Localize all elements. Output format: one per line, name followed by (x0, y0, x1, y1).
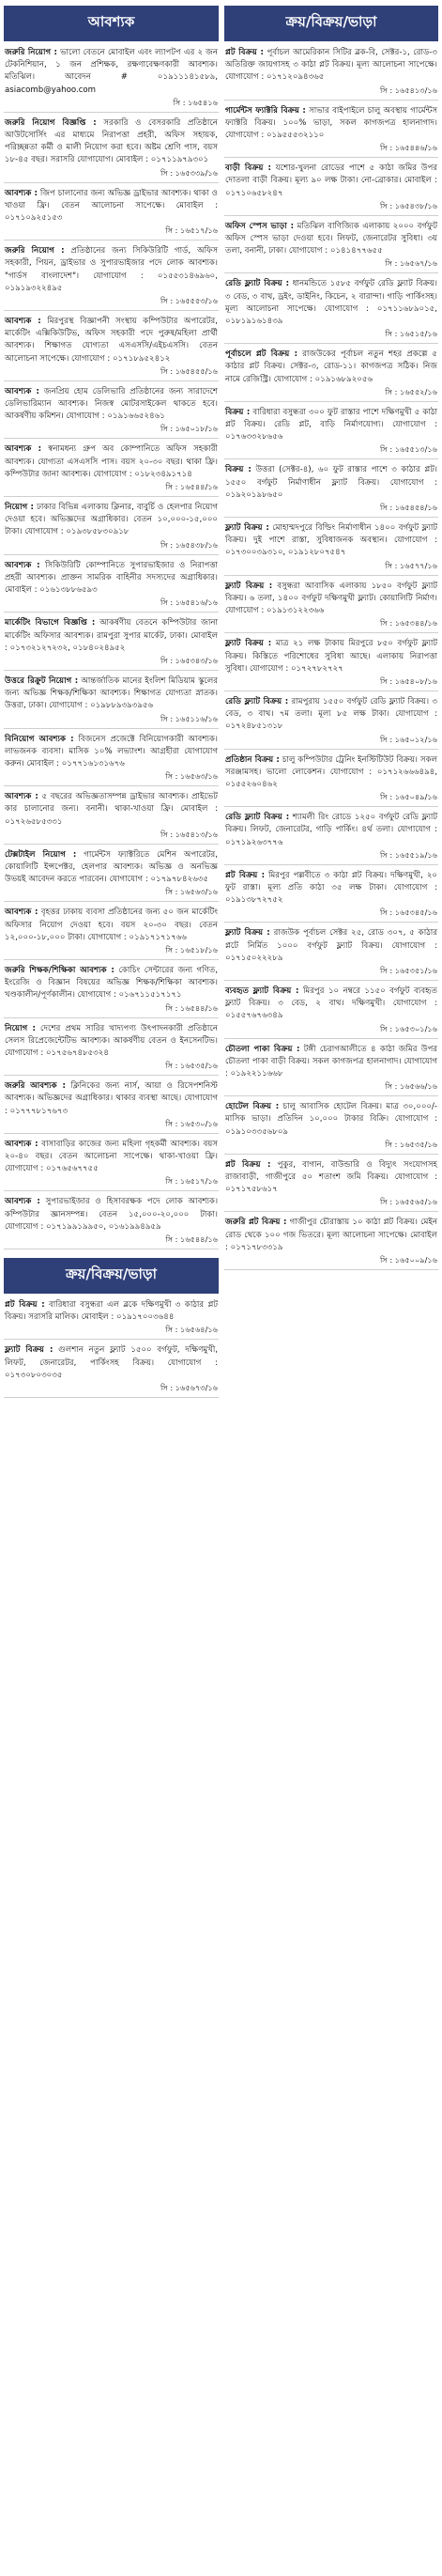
ad-title: টেক্সটাইল নিয়োগ : (5, 849, 77, 860)
ad-title: আবশ্যক : (5, 792, 38, 802)
classified-ad (224, 810, 438, 862)
ad-divider (224, 1154, 438, 1155)
ad-title: জরুরি নিয়োগ বিজ্ঞপ্তি : (5, 117, 97, 128)
classified-ad (4, 674, 219, 726)
ad-divider (4, 959, 219, 960)
ad-reference: সি : ১৬৫৪৪৬/১৬ (379, 143, 437, 153)
classified-ad (4, 558, 219, 611)
ad-title: রেডি ফ্ল্যাট বিক্রয় : (225, 696, 289, 706)
classified-ad (224, 520, 438, 573)
classified-ad (4, 789, 219, 842)
classified-ad (4, 732, 219, 784)
ad-divider (4, 670, 219, 671)
ad-title: হোটেল বিক্রয় : (225, 1102, 280, 1112)
ad-title: আবশ্যক : (5, 1139, 38, 1149)
ad-title: বিনিয়োগ আবশ্যক : (5, 734, 74, 744)
ad-title: প্লট বিক্রয় : (5, 1300, 45, 1310)
ad-body: পুকুর, বাগান, বাউন্ডারি ও বিদ্যুৎ সংযোগসহ রাজাবাড়ী, গাজীপুরে ৫০ শতাংশ জমি বিক্রয়। যোগাযোগ : ০১৭১৭৫৮৬১৭ (225, 1159, 438, 1195)
ad-body: রাজউকের পূর্বাচল নতুন শহর প্রকল্পে ৫ কাঠার প্লট বিক্রয়। সেক্টর-৩, রোড-১১। কাগজপত্র সঠিক। নিজ নামে রেজিস্ট্রি। যোগাযোগ : ০১৯১৬৮৯২০৫৬ (225, 349, 437, 384)
ad-title: আবশ্যক : (5, 386, 39, 396)
classified-ad (4, 442, 219, 494)
ad-body: জিপ চালানোর জন্য অভিজ্ঞ ড্রাইভার আবশ্যক। থাকা ও খাওয়া ফ্রি। বেতন আলোচনা সাপেক্ষে। মোবাইল : ০১৭১০৯২৫১৫৩ (5, 188, 218, 224)
ad-divider (224, 1095, 438, 1096)
ad-body: রামপুরায় ১৫৫০ বর্গফুট রেডি ফ্ল্যাট বিক্রয়। ৩ বেড, ৩ বাথ। ৭ম তলা। মূল্য ৮৫ লক্ষ টাকা। যোগাযোগ : ০১৭২৪৮৫১৩১৮ (225, 696, 438, 732)
ad-title: ফ্ল্যাট বিক্রয় : (225, 581, 273, 591)
ad-reference: সি : ১৬৫৬৪/১৬ (165, 1325, 218, 1335)
ad-body: ক্লিনিকের জন্য নার্স, আয়া ও রিসেপশনিস্ট আবশ্যক। অভিজ্ঞদের অগ্রাধিকার। থাকার ব্যবস্থা আছে। যোগাযোগ : ০১৭৭৭৮১৭৬৭৩ (5, 1081, 218, 1116)
ad-title: চৌতলা পাকা বিক্রয় : (225, 1044, 300, 1054)
ad-reference: সি : ১৬৫৪৪/১৬ (165, 1002, 218, 1013)
ad-body: চালু আবাসিক হোটেল বিক্রয়। মাত্র ৩০,০০০/- মাসিক ভাড়া। প্রতিদিন ১০,০০০ টাকার বিক্রি। যোগাযোগ : ০১৯১০৩৩৫৬৮০৯ (225, 1102, 437, 1137)
ad-body: ভালো বেতনে মোবাইল এবং ল্যাপটপ এর ২ জন টেকনিশিয়ান, ১ জন প্রশিক্ষক, রক্ষণাবেক্ষণকারী আবশ্যক। মতিঝিল। আবেদন # ০১৯১১১৪১৫৮৯, asiacomb@yahoo.com (5, 48, 218, 95)
ad-title: রেডি ফ্ল্যাট বিক্রয় : (225, 813, 290, 823)
ad-body: ৫ বছরের অভিজ্ঞতাসম্পন্ন ড্রাইভার আবশ্যক। প্রাইভেট কার চালানোর জন্য। বনানী। থাকা-খাওয়া ফ্রি। মোবাইল : ০১৭২৬৫৮৫৩৩১ (5, 792, 218, 827)
ad-reference: সি : ১৬৫৩৩৯/১৬ (160, 167, 218, 178)
classified-ad (224, 753, 438, 805)
classified-ad (4, 500, 219, 552)
ad-reference: সি : ১৬৫৬৬/১৬ (385, 1081, 437, 1092)
ad-body: বারিধারা বসুন্ধরা এল ব্লকে দক্ষিণমুখী ৩ কাঠার প্লট বিক্রয়। সরাসরি মালিক। মোবাইল : ০১৯১৭০০৩৬৪৪ (5, 1300, 218, 1323)
ad-body: মিরপুরস্থ বিজ্ঞাপনী সংস্থায় কম্পিউটার অপারেটর, মার্কেটিং এক্সিকিউটিভ, অফিস সহকারী পদে পুরুষ/মহিলা প্রার্থী আবশ্যক। শিক্ষাগত যোগ্যতা এসএসসি/এইচএসসি। বেতন আলোচনা সাপেক্ষে। যোগাযোগ : ০১৭১৮৯৫২৪১২ (5, 317, 219, 364)
classified-ad (224, 161, 438, 213)
ad-reference: সি : ১৬৫৪৪/১৬ (165, 482, 218, 492)
ad-title: গার্মেন্টস ফ্যাক্টরি বিক্রয় : (225, 105, 306, 116)
ad-reference: সি : ১৬৫৪৫৫/১৬ (160, 365, 218, 376)
classified-ad (4, 905, 219, 957)
classified-ad (4, 1137, 219, 1189)
ad-reference: সি : ১৬৫৫৫৩/১৬ (160, 296, 218, 306)
classified-ad (224, 1157, 438, 1210)
ad-body: জনপ্রিয় হোম ডেলিভারি প্রতিষ্ঠানের জন্য সারাদেশে ডেলিভারিম্যান আবশ্যক। নিজস্ব মোটরসাইকেল থাকতে হবে। আকর্ষণীয় কমিশন। যোগাযোগ : ০১৯১৬৬৫২৪৬১ (5, 386, 219, 422)
ad-divider (4, 1397, 219, 1398)
column-jobs (4, 6, 219, 2572)
ad-body: মোহাম্মদপুরে বিল্ডিং নির্মাণাধীন ১৪০০ বর্গফুট ফ্ল্যাট বিক্রয়। দুই পাশে রাস্তা, সুবিধাজনক অবস্থান। যোগাযোগ : ০১৭৩০০৩৯৩১০, ০১৯১২৮০৭৫৪৭ (225, 523, 437, 558)
ad-title: অফিস স্পেস ভাড়া : (225, 221, 295, 231)
ad-title: প্রতিষ্ঠান বিক্রয় : (225, 754, 280, 765)
classified-ad (224, 579, 438, 631)
ad-title: আবশ্যক : (5, 908, 38, 918)
ad-reference: সি : ১৬৫৩৪৪/১৬ (379, 618, 437, 628)
ad-divider (224, 575, 438, 576)
classified-ad (224, 276, 438, 341)
ad-body: গার্মেন্টস ফ্যাক্টরিতে মেশিন অপারেটর, কোয়ালিটি ইন্সপেক্টর, হেলপার আবশ্যক। অভিজ্ঞ ও অনভিজ্ঞ উভয়ই আবেদন করতে পারবেন। যোগাযোগ : ০১৭৯৭৮৪২৬৩৫ (5, 849, 218, 885)
ad-divider (4, 240, 219, 241)
ad-body: সাভার বাইপাইলে চালু অবস্থায় গার্মেন্টস ফ্যাক্টরি বিক্রয়। ১০০% ভাড়া, সকল কাগজপত্র হালনাগাদ। যোগাযোগ : ০১৯৫৫৫৩২১১০ (225, 105, 438, 141)
ad-title: বিক্রয় : (225, 407, 251, 417)
property-ads-list (224, 45, 438, 1273)
ad-divider (4, 112, 219, 113)
ad-reference: সি : ১৬৫৩০১/১৬ (379, 1023, 437, 1033)
ad-body: উত্তরা (সেক্টর-৪), ৬০ ফুট রাস্তার পাশে ৩ কাঠার প্লট। ১৫৫০ বর্গফুট নির্মাণাধীন ফ্ল্যাট বিক্রয়। যোগাযোগ : ০১৯২০১৯৮৬৫০ (225, 465, 438, 500)
ad-body: মিরপুর ১০ নম্বরে ১১৫০ বর্গফুট ব্যবহৃত ফ্ল্যাট বিক্রয়। ৩ বেড, ২ বাথ। দক্ষিণমুখী। যোগাযোগ : ০১৫৫৭৬৭৬৩৪৯ (225, 985, 438, 1021)
ad-title: প্লট বিক্রয় : (225, 48, 264, 57)
ad-body: বাসাবাড়ির কাজের জন্য মহিলা গৃহকর্মী আবশ্যক। বয়স ২০-৪০ বছর। বেতন আলোচনা সাপেক্ষে। থাকা-খাওয়া ফ্রি। যোগাযোগ : ০১৭৬৫৬৭৭৫৫ (5, 1139, 219, 1174)
ad-title: পূর্বাচলে প্লট বিক্রয় : (225, 349, 298, 360)
ad-divider (224, 922, 438, 923)
ad-reference: সি : ১৬৫০১২/১৬ (379, 734, 437, 744)
ad-body: রাজউক পূর্বাচল সেক্টর ২৫, রোড ৩০৭, ৫ কাঠার প্লটে নির্মিত ১০০০ বর্গফুট ফ্ল্যাট বিক্রয়। যোগাযোগ : ০১৭১৫০২২২৮৯ (225, 928, 438, 963)
ad-title: ফ্ল্যাট বিক্রয় : (5, 1345, 53, 1356)
ad-reference: সি : ১৬৫১৫/১৬ (385, 329, 437, 339)
ad-title: নিয়োগ : (5, 503, 34, 513)
column-buy-sell-rent (224, 6, 438, 2572)
ad-reference: সি : ১৬৫৪১৩/১৬ (160, 829, 218, 839)
ad-divider (224, 1038, 438, 1039)
ad-body: মিরপুর পল্লবীতে ৩ কাঠা প্লট বিক্রয়। দক্ষিণমুখী, ২০ ফুট রাস্তা। মূল্য প্রতি কাঠা ৩৫ লক্ষ টাকা। যোগাযোগ : ০১৯১৩৮৭২৭৫২ (225, 870, 437, 906)
ad-reference: সি : ১৬৫৪৩৮/১৬ (160, 539, 218, 550)
classified-ad (4, 314, 219, 379)
classified-ad (224, 984, 438, 1036)
ad-body: দেশের প্রথম সারির খাদ্যপণ্য উৎপাদনকারী প্রতিষ্ঠানে সেলস রিপ্রেজেন্টেটিভ আবশ্যক। আকর্ষণীয় বেতন ও ইনসেনটিভ। যোগাযোগ : ০১৭৫৬৭৪৮৫৩২৪ (5, 1023, 218, 1058)
section-header-jobs: আবশ্যক (4, 6, 219, 41)
classified-ad (224, 925, 438, 978)
ad-title: মার্কেটিং বিভাগে বিজ্ঞপ্তি : (5, 618, 96, 628)
ad-title: আবশ্যক : (5, 317, 41, 327)
ad-reference: সি : ১৬৫৫১৩/১৬ (379, 444, 437, 455)
job-ads-list (4, 45, 219, 1252)
ad-divider (224, 517, 438, 518)
ad-body: সরকারি ও বেসরকারি প্রতিষ্ঠানে আউটসোর্সিং এর মাধ্যমে নিরাপত্তা প্রহরী, অফিস সহায়ক, পরিচ্ছন্নতা কর্মী ও মালী নিয়োগ করা হবে। অষ্টম শ্রেণি পাস, বয়স ১৮-৪৫ বছর। সরাসরি যোগাযোগ। মোবাইল : ০১৭১১৯৭৯৩০১ (5, 117, 218, 165)
ad-divider (224, 157, 438, 158)
ad-body: গাজীপুর চৌরাস্তায় ১০ কাঠা প্লট বিক্রয়। মেইন রোড থেকে ১০০ গজ ভিতরে। মূল্য আলোচনা সাপেক্ষে। মোবাইল : ০১৭১৭৮৩৩১৯ (225, 1218, 438, 1252)
ad-divider (4, 438, 219, 439)
ad-reference: সি : ১৬৫৩৫/১৬ (385, 1139, 437, 1149)
ad-divider (4, 496, 219, 497)
ad-divider (224, 1211, 438, 1212)
ad-reference: সি : ১৬৫৪১৬/১৬ (160, 597, 218, 608)
ad-title: প্লট বিক্রয় : (225, 870, 266, 880)
classified-ad (224, 1099, 438, 1152)
classified-ad (224, 1042, 438, 1094)
ad-body: মাত্র ২১ লক্ষ টাকায় মিরপুরে ৮৫০ বর্গফুট ফ্ল্যাট বিক্রয়। কিস্তিতে পরিশোধের সুবিধা আছে। এলাকায় নিরাপত্তা সুবিধা। যোগাযোগ : ০১৭২৭৮২৭২৭ (225, 639, 438, 674)
ad-reference: সি : ১৬৫৬৩/১৬ (165, 887, 218, 897)
ad-divider (224, 749, 438, 750)
ad-divider (224, 343, 438, 344)
ad-divider (4, 844, 219, 845)
classified-ad (4, 186, 219, 239)
classified-ad (224, 405, 438, 458)
ad-body: ধানমন্ডিতে ১৫৮৫ বর্গফুট রেডি ফ্ল্যাট বিক্রয়। ৩ বেড, ৩ বাথ, ড্রইং, ডাইনিং, কিচেন, ২ বারান্দা। গাড়ি পার্কিংসহ। মূল্য আলোচনা সাপেক্ষে। যোগাযোগ : ০১৭১১৬৮৯০১৫, ০১৮১৯১৬১৪৩৯ (225, 279, 438, 327)
ad-title: রেডি ফ্ল্যাট বিক্রয় : (225, 279, 290, 289)
ad-reference: সি : ১৬৫৭৭/১৬ (385, 560, 437, 570)
ad-body: বসুন্ধরা আবাসিক এলাকায় ১৮৫০ বর্গফুট ফ্ল্যাট বিক্রয়। ৬ তলা, ১৪০০ বর্গফুট দক্ষিণমুখী ফ্ল্যাট। কোয়ালিটি নির্মাণ। যোগাযোগ : ০১৯১৩১২২৩৬৬ (225, 581, 437, 616)
ad-divider (4, 1133, 219, 1134)
classified-ad (224, 103, 438, 156)
ad-body: প্রতিষ্ঠানের জন্য সিকিউরিটি গার্ড, অফিস সহকারী, পিয়ন, ড্রাইভার ও সুপারভাইজার পদে লোক আবশ্যক। "গার্ডস বাংলাদেশ"। যোগাযোগ : ০১৫৫৩১৪৬৯৬০, ০১৯১৯৩২২৪৯৫ (5, 246, 219, 293)
ad-reference: সি : ১৬৫৬৭৩/১৬ (160, 1383, 218, 1393)
classified-ad (224, 1215, 438, 1267)
ad-reference: সি : ১৬৫০০৯/১৬ (379, 1255, 437, 1265)
ad-body: স্বনামধন্য গ্রুপ অব কোম্পানিতে অফিস সহকারী আবশ্যক। যোগ্যতা এসএসসি পাস। বয়স ২০-৩০ বছর। থাকা ফ্রি। কম্পিউটার জানা আবশ্যক। যোগাযোগ : ০১৮২৩৪৯১৭১৪ (5, 444, 218, 479)
ad-divider (4, 728, 219, 729)
ad-reference: সি : ১৬৫৩৫১/১৬ (379, 965, 437, 975)
ad-divider (224, 980, 438, 981)
ad-divider (224, 458, 438, 459)
section-header-buy-sell-rent: ক্রয়/বিক্রয়/ভাড়া (4, 1258, 219, 1294)
ad-divider (224, 864, 438, 865)
ad-reference: সি : ১৬৫৪০৮/১৬ (379, 675, 437, 686)
ad-title: ফ্ল্যাট বিক্রয় : (225, 639, 272, 649)
ad-body: শ্যামলী রিং রোডে ১২৫০ বর্গফুট রেডি ফ্ল্যাট বিক্রয়। লিফট, জেনারেটর, গাড়ি পার্কিং। ৪র্থ তলা। যোগাযোগ : ০১৭১৯২৬৩৭৭৬ (225, 813, 438, 847)
ad-reference: সি : ১৬৫৩৪৩/১৬ (160, 655, 218, 665)
ad-title: জরুরি আবশ্যক : (5, 1081, 66, 1092)
ad-title: ফ্ল্যাট বিক্রয় : (225, 928, 270, 939)
ad-reference: সি : ১৬৫৫৬৫/১৬ (379, 1197, 437, 1207)
ad-divider (4, 612, 219, 613)
ad-reference: সি : ১৬৫৬৭/১৬ (385, 258, 437, 269)
ad-body: বৃহত্তর ঢাকায় ব্যবসা প্রতিষ্ঠানের জন্য ৫০ জন মার্কেটিং অফিসার নিয়োগ দেওয়া হবে। বয়স ২০-৩০ বছর। বেতন ১২,০০০-১৮,০০০ টাকা। যোগাযোগ : ০১৯১৭১৭১৭৬৬ (5, 908, 219, 942)
ad-body: মতিঝিল বাণিজ্যিক এলাকায় ২০০০ বর্গফুট অফিস স্পেস ভাড়া দেওয়া হবে। লিফট, জেনারেটর সুবিধা। ৩য় তলা, বনানী, ঢাকা। যোগাযোগ : ০১৪১৪৭৭৬৫৫ (225, 221, 437, 256)
classified-ad (4, 1079, 219, 1131)
ad-reference: সি : ১৬৫১৭/১৬ (165, 225, 218, 236)
ad-divider (4, 1017, 219, 1018)
classified-ad (224, 219, 438, 272)
ad-body: সিকিউরিটি কোম্পানিতে সুপারভাইজার ও নিরাপত্তা প্রহরী আবশ্যক। প্রাক্তন সামরিক বাহিনীর সদস্যদের অগ্রাধিকার। মোবাইল : ০১৬১৩৮৮৬৫৯৩ (5, 560, 219, 596)
ad-divider (4, 785, 219, 786)
ad-title: বিক্রয় : (225, 465, 251, 475)
ad-reference: সি : ১৬৫৪১৩/১৬ (379, 85, 437, 95)
ad-title: ফ্ল্যাট বিক্রয় : (225, 523, 269, 534)
ad-title: আবশ্যক : (5, 444, 42, 455)
classified-ad (4, 1342, 219, 1395)
ad-reference: সি : ১৬৫৪৫৪/১৬ (380, 503, 437, 513)
ad-title: জরুরি নিয়োগ : (5, 246, 65, 256)
ad-divider (4, 182, 219, 183)
classified-ad (4, 963, 219, 1016)
ad-title: জরুরি প্লট বিক্রয় : (225, 1218, 287, 1228)
ad-title: আবশ্যক : (5, 1197, 40, 1207)
ad-reference: সি : ১৬৫১১৬/১৬ (160, 713, 218, 723)
ad-reference: সি : ১৬৫১৮/১৬ (165, 944, 218, 954)
buy-sell-ads-list (4, 1297, 219, 1401)
ad-divider (224, 215, 438, 216)
ad-body: পূর্বাচল আমেরিকান সিটির ব্লক-বি, সেক্টর-১, রোড-৩ অতিরিক্ত জায়গাসহ ৩ কাঠা প্লট বিক্রয়। মূল্য আলোচনা সাপেক্ষে। যোগাযোগ : ০১৭১২০৯৪৩৬৫ (225, 48, 437, 83)
ad-reference: সি : ১৬৫১৭/১৬ (165, 1176, 218, 1187)
ad-divider (224, 401, 438, 402)
ad-body: বিজনেস প্রজেক্টে বিনিয়োগকারী আবশ্যক। লাভজনক ব্যবসা। মাসিক ১০% লভ্যাংশ। আগ্রহীরা যোগাযোগ করুন। মোবাইল : ০১৭৭১৬১৩১৬৭৬ (5, 734, 218, 768)
ad-reference: সি : ১৬৫৫২/১৬ (385, 386, 437, 396)
ad-body: টঙ্গী চেরাগআলীতে ৪ কাঠা জমির উপর চৌতলা পাকা বাড়ী বিক্রয়। সকল কাগজপত্র হালনাগাদ। যোগাযোগ : ০১৯২২১১৬৬৮ (225, 1044, 438, 1079)
classified-ad (4, 847, 219, 900)
ad-title: আবশ্যক : (5, 560, 40, 570)
ad-divider (224, 806, 438, 807)
ad-title: বাড়ী বিক্রয় : (225, 163, 271, 174)
section-header-buy-sell-rent: ক্রয়/বিক্রয়/ভাড়া (224, 6, 438, 41)
ad-divider (4, 901, 219, 902)
ad-body: আকর্ষণীয় বেতনে কম্পিউটার জানা মার্কেটিং অফিসার আবশ্যক। রামপুরা সুপার মার্কেট, ঢাকা। মোবাইল : ০১৭৩২১২৭২৩২, ০১৮৪০২৪৯৫২ (5, 618, 218, 653)
ad-reference: সি : ১৬৫০১৮/১৬ (160, 424, 218, 434)
ad-body: কোচিং সেন্টারের জন্য গণিত, ইংরেজি ও বিজ্ঞান বিষয়ের অভিজ্ঞ শিক্ষক/শিক্ষিকা আবশ্যক। খণ্ডকালীন/পূর্ণকালীন। যোগাযোগ : ০১৬৭১১৫১৭১৭১ (5, 965, 218, 1001)
ad-title: প্লট বিক্রয় : (225, 1159, 271, 1170)
ad-reference: সি : ১৬৫৪৩৮/১৬ (379, 200, 437, 210)
ad-reference: সি : ১৬৫৬৩/১৬ (165, 771, 218, 782)
ad-reference: সি : ১৬৫০৪৯/১৬ (379, 792, 437, 802)
ad-divider (4, 1190, 219, 1191)
ad-divider (4, 380, 219, 381)
ad-divider (4, 310, 219, 311)
ad-reference: সি : ১৬৫৩০/১৬ (165, 1118, 218, 1128)
ad-divider (4, 1339, 219, 1340)
classified-ad (224, 636, 438, 689)
ad-reference: সি : ১৬৫৪১৬ (173, 97, 218, 107)
classified-ad (4, 45, 219, 110)
ad-title: জরুরি শিক্ষক/শিক্ষিকা আবশ্যক : (5, 965, 114, 975)
ad-title: জরুরি নিয়োগ : (5, 48, 57, 57)
ad-body: সুপারভাইজার ও হিসাবরক্ষক পদে লোক আবশ্যক। কম্পিউটার জ্ঞানসম্পন্ন। বেতন ১৫,০০০-২০,০০০ টাকা। যোগাযোগ : ০১৭১৯৯১৯৯৫০, ০১৬১৯৯৪৯৫৯ (5, 1197, 219, 1232)
classified-ad (224, 868, 438, 921)
classified-ad (224, 347, 438, 399)
ad-body: ঢাকার বিভিন্ন এলাকায় ক্লিনার, বাবুর্চি ও হেলপার নিয়োগ দেওয়া হবে। অভিজ্ঞদের অগ্রাধিকার। বেতন ১০,০০০-১৫,০০০ টাকা। যোগাযোগ : ০১৯৩৮৫৮৩০৯১৮ (5, 503, 218, 537)
classified-ad (4, 1297, 219, 1337)
ad-body: আন্তর্জাতিক মানের ইংলিশ মিডিয়াম স্কুলের জন্য অভিজ্ঞ শিক্ষক/শিক্ষিকা আবশ্যক। শিক্ষাগত যোগ্যতা স্নাতক। উত্তরা, ঢাকা। যোগাযোগ : ০১৯৮৮৯৩৯৩৯৫৬ (5, 675, 219, 711)
ad-divider (224, 100, 438, 101)
ad-reference: সি : ১৬৫৪৪/১৬ (165, 1234, 218, 1244)
ad-body: বারিধারা বসুন্ধরা ৩০০ ফুট রাস্তার পাশে দক্ষিণমুখী ৫ কাঠা প্লট বিক্রয়। রেডি প্লট, বাড়ি নির্মাণযোগ্য। যোগাযোগ : ০১৭৬৩৩২৮৬৫৬ (225, 407, 437, 442)
classified-ad (4, 384, 219, 437)
ad-reference: সি : ১৬৫৫১৯/১৬ (380, 849, 437, 860)
ad-body: গুলশান নতুন ফ্ল্যাট ১৫০০ বর্গফুট, দক্ষিণমুখী, লিফট, জেনারেটর, পার্কিংসহ বিক্রয়। যোগাযোগ : ০১৭৩০৮০৩০৩৫ (5, 1345, 219, 1380)
classified-ad (224, 45, 438, 98)
ad-divider (224, 1269, 438, 1270)
ad-title: আবশ্যক : (5, 188, 38, 198)
classified-ad (4, 1021, 219, 1074)
ad-reference: সি : ১৬৫৩৪৫/১৬ (379, 908, 437, 918)
ad-body: যশোর-খুলনা রোডের পাশে ৫ কাঠা জমির উপর দোতলা বাড়ী বিক্রয়। মূল্য ৯০ লক্ষ টাকা। নো-ব্রোকার। মোবাইল : ০১৭১০৬৫৮২৪৭ (225, 163, 438, 198)
ad-title: নিয়োগ : (5, 1023, 36, 1033)
ad-divider (4, 1075, 219, 1076)
ad-divider (224, 272, 438, 273)
classified-ad (224, 694, 438, 747)
ad-title: ব্যবহৃত ফ্ল্যাট বিক্রয় : (225, 985, 299, 996)
ad-divider (4, 554, 219, 555)
ad-title: উত্তরে রিক্রুট নিয়োগ : (5, 675, 79, 686)
ad-reference: সি : ১৬৫৩৫/১৬ (165, 1061, 218, 1071)
ad-divider (224, 632, 438, 633)
classified-ad (4, 243, 219, 308)
ad-body: চালু কম্পিউটার ট্রেনিং ইনস্টিটিউট বিক্রয়। সকল সরঞ্জামসহ। ভালো লোকেশন। যোগাযোগ : ০১৭১২৬৬৬৪৯৪, ০১৫৫২৬০৪৬২ (225, 754, 438, 789)
classified-ad (4, 615, 219, 668)
classified-ad (4, 116, 219, 180)
classified-ad (4, 1194, 219, 1247)
classified-ad (224, 462, 438, 515)
